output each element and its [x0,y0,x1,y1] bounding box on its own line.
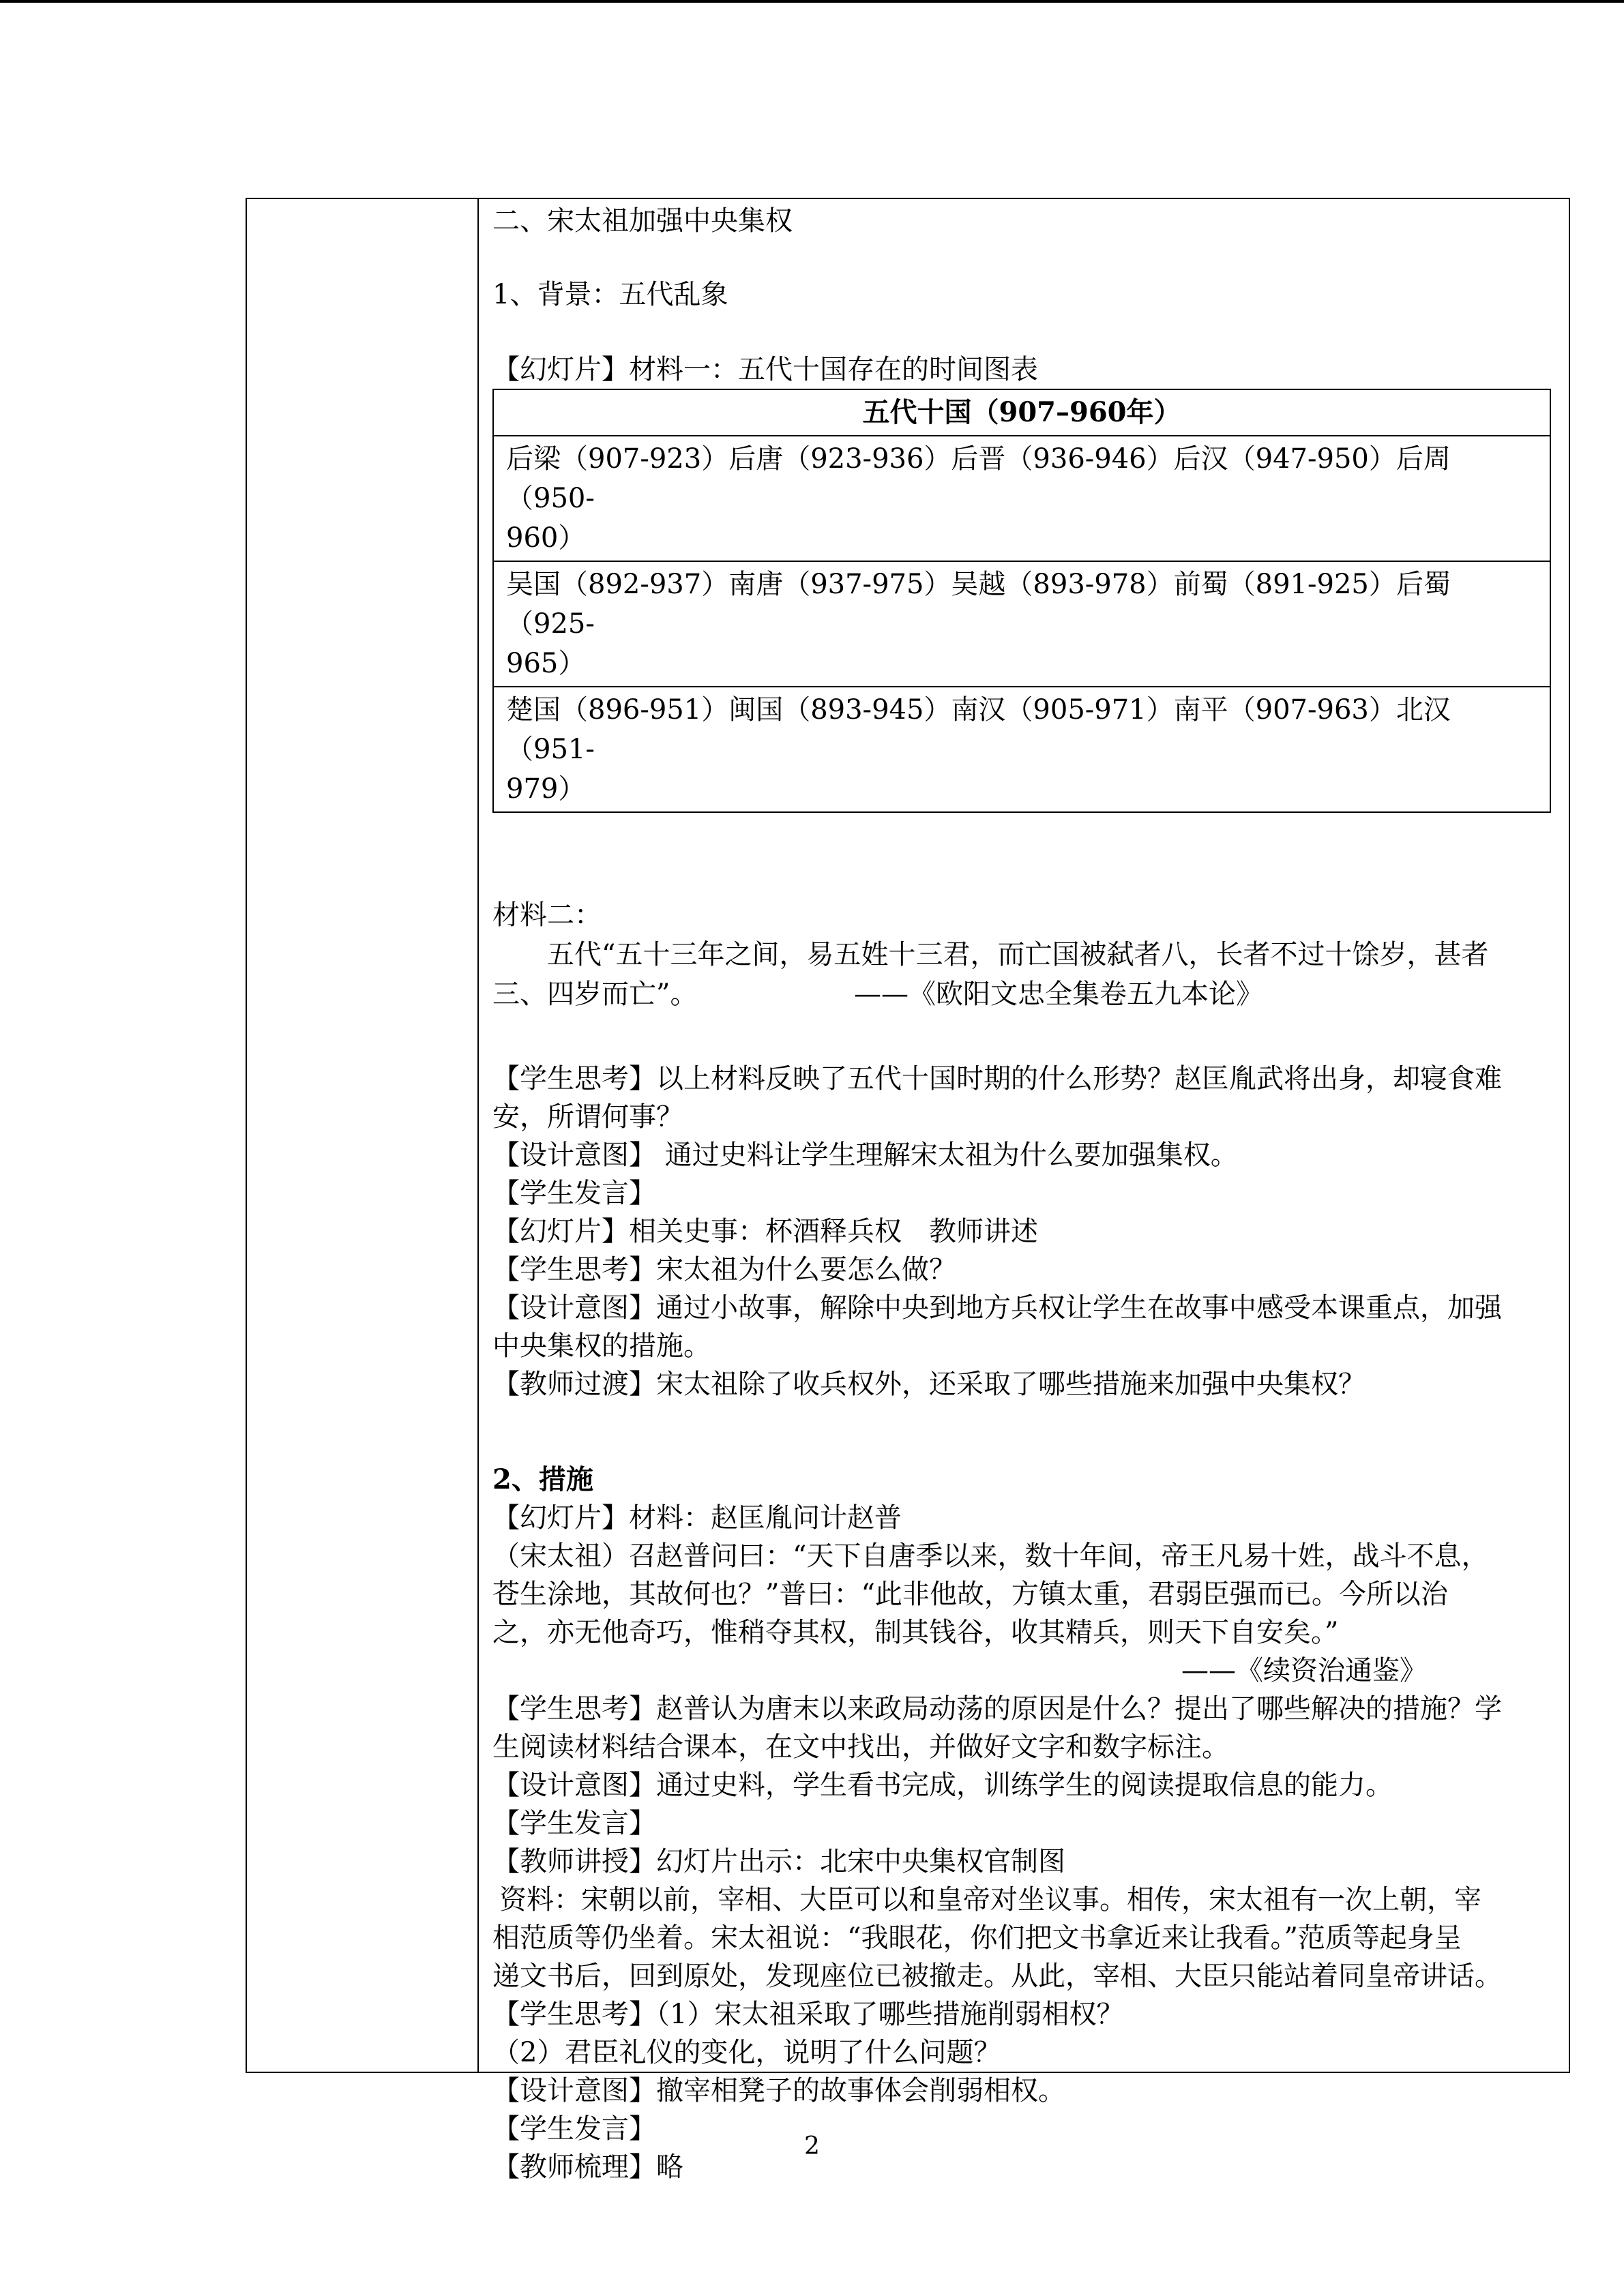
design-intent-1: 【设计意图】 通过史料让学生理解宋太祖为什么要加强集权。 [492,1139,1238,1171]
student-thinking-2: 【学生思考】宋太祖为什么要怎么做？ [492,1254,956,1285]
student-thinking-3-cont: 生阅读材料结合课本，在文中找出，并做好文字和数字标注。 [492,1731,1229,1763]
content-cell [492,199,1555,2183]
lesson-plan-table [246,198,1570,2183]
quote-text: （宋太祖）召赵普问曰：“天下自唐季以来，数十年间，帝王凡易十姓，战斗不息， [492,1540,1489,1572]
design-intent-4: 【设计意图】撤宰相凳子的故事体会削弱相权。 [492,2075,1065,2106]
info-text: 相范质等仍坐着。宋太祖说：“我眼花，你们把文书拿近来让我看。”范质等起身呈 [492,1922,1462,1954]
info-text: 递文书后，回到原处，发现座位已被撤走。从此，宰相、大臣只能站着同皇帝讲话。 [492,1960,1502,1992]
quote-text: 苍生涂地，其故何也？”普曰：“此非他故，方镇太重，君弱臣强而已。今所以治 [492,1579,1448,1610]
material-two-label: 材料二： [492,899,602,931]
teacher-summary: 【教师梳理】略 [492,2151,683,2183]
info-text: 资料：宋朝以前，宰相、大臣可以和皇帝对坐议事。相传，宋太祖有一次上朝，宰 [499,1884,1481,1915]
material-two-text: 五代“五十三年之间，易五姓十三君，而亡国被弑者八，长者不过十馀岁，甚者 [547,939,1489,970]
slide-related-story: 【幻灯片】相关史事：杯酒释兵权 教师讲述 [492,1216,1038,1247]
table-row [493,436,1550,561]
student-thinking-1-cont: 安，所谓何事？ [492,1101,683,1133]
table-row-line: 960） [506,522,586,554]
table-row-line: 楚国（896-951）闽国（893-945）南汉（905-971）南平（907-963）北汉（951- [506,694,1451,765]
table-title: 五代十国（907–960年） [493,389,1550,436]
slide-material-one: 【幻灯片】材料一：五代十国存在的时间图表 [492,354,1038,385]
student-thinking-4-cont: （2）君臣礼仪的变化，说明了什么问题？ [492,2037,1001,2068]
teacher-transition: 【教师过渡】宋太祖除了收兵权外，还采取了哪些措施来加强中央集权？ [492,1369,1365,1400]
table-row [493,687,1550,812]
slide-zhao-pu: 【幻灯片】材料：赵匡胤问计赵普 [492,1502,902,1534]
student-speech-1: 【学生发言】 [492,1178,656,1209]
material-two-source: ——《欧阳文忠全集卷五九本论》 [854,979,1263,1010]
quote-text: 之，亦无他奇巧，惟稍夺其权，制其钱谷，收其精兵，则天下自安矣。” [492,1617,1339,1648]
material-two-text: 三、四岁而亡”。 [492,979,698,1010]
student-thinking-3: 【学生思考】赵普认为唐末以来政局动荡的原因是什么？提出了哪些解决的措施？学 [492,1693,1502,1725]
table-row-line: 965） [506,648,586,679]
section-heading: 二、宋太祖加强中央集权 [492,205,793,237]
table-row [493,561,1550,687]
table-row-line: 吴国（892-937）南唐（937-975）吴越（893-978）前蜀（891-925）后蜀（925- [506,569,1451,640]
page-number: 2 [804,2132,820,2160]
sub-heading-background: 1、背景：五代乱象 [492,279,728,310]
design-intent-2: 【设计意图】通过小故事，解除中央到地方兵权让学生在故事中感受本课重点，加强 [492,1292,1502,1324]
teacher-lecture: 【教师讲授】幻灯片出示：北宋中央集权官制图 [492,1846,1065,1877]
left-column-cell [247,199,479,2072]
table-row-line: 979） [506,773,586,805]
design-intent-2-cont: 中央集权的措施。 [492,1330,711,1362]
student-speech-2: 【学生发言】 [492,1808,656,1839]
page-top-rule [0,0,1624,3]
design-intent-3: 【设计意图】通过史料，学生看书完成，训练学生的阅读提取信息的能力。 [492,1770,1393,1801]
student-thinking-4: 【学生思考】（1）宋太祖采取了哪些措施削弱相权？ [492,1999,1124,2030]
student-speech-3: 【学生发言】 [492,2113,656,2145]
sub-heading-measures: 2、措施 [492,1463,593,1495]
table-row-line: 后梁（907-923）后唐（923-936）后晋（936-946）后汉（947-950）后周（950- [506,443,1451,514]
student-thinking-1: 【学生思考】以上材料反映了五代十国时期的什么形势？赵匡胤武将出身，却寝食难 [492,1063,1502,1094]
quote-source: ——《续资治通鉴》 [1181,1655,1427,1686]
five-dynasties-table [492,389,1551,813]
